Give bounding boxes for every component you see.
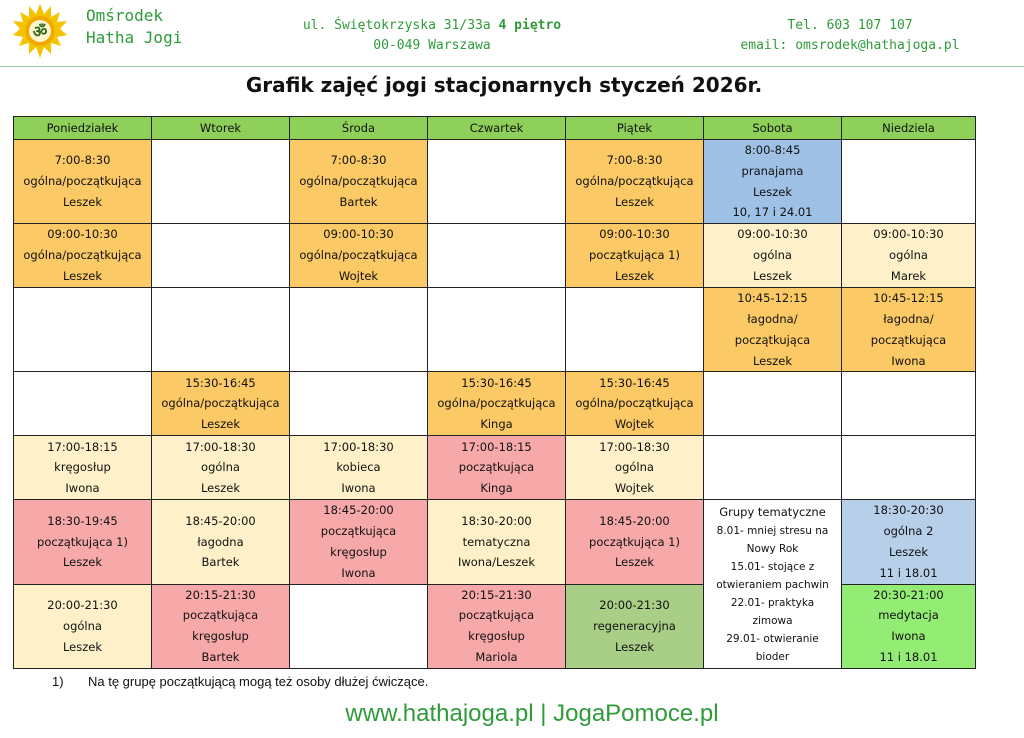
class-cell-line: Kinga (480, 417, 513, 432)
day-header: Sobota (704, 117, 842, 140)
class-cell-line: kręgosłup (330, 544, 387, 559)
class-cell-line: tematyczna (462, 534, 531, 549)
empty-cell (704, 372, 842, 436)
class-cell-line: Leszek (888, 544, 929, 559)
class-cell-line: Leszek (752, 184, 793, 199)
empty-cell (290, 584, 428, 668)
class-cell (566, 224, 704, 288)
class-cell-line: 7:00-8:30 (330, 153, 387, 168)
contact-block (700, 16, 1000, 56)
class-cell-line: 17:00-18:30 (599, 439, 670, 454)
page-title: Grafik zajęć jogi stacjonarnych styczeń 2026r. (245, 73, 763, 97)
class-cell-line: Leszek (62, 269, 103, 284)
class-cell (842, 224, 976, 288)
class-cell-line: 18:30-20:00 (461, 513, 532, 528)
class-cell (14, 224, 152, 288)
class-cell (428, 500, 566, 584)
table-row (14, 500, 976, 584)
class-cell (290, 436, 428, 500)
class-cell-line: ogólna/początkująca (575, 174, 694, 189)
class-cell (428, 372, 566, 436)
footnote-marker: 1) (52, 674, 64, 689)
class-cell (842, 500, 976, 584)
class-cell-line: 09:00-10:30 (47, 227, 118, 242)
day-header: Poniedziałek (14, 117, 152, 140)
class-cell (704, 140, 842, 224)
class-cell-line: 18:45-20:00 (323, 503, 394, 518)
page-header (0, 0, 1024, 67)
day-header: Piątek (566, 117, 704, 140)
themes-line: otwieraniem pachwin (716, 579, 829, 592)
empty-cell (152, 288, 290, 372)
class-cell-line: Mariola (475, 649, 518, 664)
class-cell-line: ogólna/początkująca (23, 174, 142, 189)
class-cell-line: 09:00-10:30 (599, 227, 670, 242)
class-cell-line: ogólna (615, 460, 654, 475)
empty-cell (14, 372, 152, 436)
class-cell-line: łagodna/ (747, 311, 798, 326)
class-cell-line: 10, 17 i 24.01 (732, 205, 813, 220)
class-cell-line: 15:30-16:45 (599, 375, 670, 390)
class-cell-line: Iwona (891, 629, 926, 644)
class-cell-line: początkująca (734, 332, 811, 347)
class-cell-line: Leszek (200, 481, 241, 496)
class-cell-line: początkująca (182, 608, 259, 623)
class-cell-line: ogólna (201, 460, 240, 475)
class-cell-line: ogólna/początkująca (161, 396, 280, 411)
empty-cell (152, 140, 290, 224)
class-cell-line: Leszek (200, 417, 241, 432)
class-cell (566, 372, 704, 436)
table-row (14, 288, 976, 372)
class-cell-line: ogólna (63, 618, 102, 633)
class-cell-line: ogólna/początkująca (23, 248, 142, 263)
class-cell-line: kręgosłup (54, 460, 111, 475)
class-cell-line: Leszek (614, 194, 655, 209)
class-cell (566, 584, 704, 668)
empty-cell (842, 372, 976, 436)
website-link[interactable]: www.hathajoga.pl (345, 700, 534, 727)
class-cell-line: 11 i 18.01 (879, 565, 938, 580)
class-cell-line: Leszek (752, 353, 793, 368)
class-cell-line: początkująca (870, 332, 947, 347)
class-cell-line: Wojtek (338, 269, 379, 284)
themes-line: 22.01- praktyka (730, 597, 815, 610)
org-name-line2: Hatha Jogi (86, 28, 183, 47)
empty-cell (566, 288, 704, 372)
themes-line: Nowy Rok (746, 543, 799, 556)
class-cell-line: łagodna/ (883, 311, 934, 326)
footer-links (0, 700, 1024, 728)
class-cell-line: 20:00-21:30 (47, 597, 118, 612)
class-cell-line: 09:00-10:30 (737, 227, 808, 242)
class-cell-line: początkująca 1) (589, 248, 680, 263)
empty-cell (290, 288, 428, 372)
class-cell-line: 7:00-8:30 (606, 153, 663, 168)
jogapomoce-link[interactable]: JogaPomoce.pl (553, 700, 719, 727)
class-cell (152, 372, 290, 436)
class-cell (14, 584, 152, 668)
table-row (14, 224, 976, 288)
class-cell-line: 18:30-19:45 (47, 513, 118, 528)
class-cell-line: 20:00-21:30 (599, 597, 670, 612)
class-cell-line: Leszek (614, 555, 655, 570)
class-cell-line: ogólna 2 (883, 524, 934, 539)
phone-number: Tel. 603 107 107 (787, 18, 913, 33)
empty-cell (842, 436, 976, 500)
themes-cell (704, 500, 842, 668)
class-cell (152, 584, 290, 668)
svg-text:ॐ: ॐ (32, 22, 48, 41)
class-cell-line: ogólna/początkująca (299, 248, 418, 263)
class-cell-line: Bartek (339, 194, 378, 209)
empty-cell (428, 140, 566, 224)
themes-line: 8.01- mniej stresu na (716, 525, 829, 538)
table-row (14, 372, 976, 436)
table-row (14, 436, 976, 500)
class-cell-line: 17:00-18:30 (323, 439, 394, 454)
class-cell-line: Wojtek (614, 481, 655, 496)
empty-cell (428, 288, 566, 372)
class-cell (566, 500, 704, 584)
class-cell-line: 11 i 18.01 (879, 649, 938, 664)
class-cell (152, 500, 290, 584)
class-cell-line: Iwona (341, 565, 376, 580)
class-cell-line: 7:00-8:30 (54, 153, 111, 168)
class-cell-line: Iwona/Leszek (457, 555, 536, 570)
class-cell-line: łagodna (197, 534, 244, 549)
class-cell (842, 584, 976, 668)
themes-line: 29.01- otwieranie (726, 633, 819, 646)
sun-om-logo-icon (13, 4, 67, 58)
class-cell-line: 18:45-20:00 (185, 513, 256, 528)
class-cell-line: początkująca (320, 524, 397, 539)
footnote (52, 674, 428, 689)
class-cell-line: ogólna/początkująca (575, 396, 694, 411)
class-cell-line: 18:45-20:00 (599, 513, 670, 528)
class-cell-line: 10:45-12:15 (737, 291, 808, 306)
class-cell-line: 15:30-16:45 (461, 375, 532, 390)
class-cell-line: Wojtek (614, 417, 655, 432)
class-cell-line: 09:00-10:30 (323, 227, 394, 242)
class-cell-line: 20:30-21:00 (873, 587, 944, 602)
link-separator: | (540, 700, 547, 727)
footnote-text: Na tę grupę początkującą mogą też osoby dłużej ćwiczące. (88, 674, 429, 689)
class-cell-line: 15:30-16:45 (185, 375, 256, 390)
class-cell-line: 20:15-21:30 (461, 587, 532, 602)
class-cell-line: 20:15-21:30 (185, 587, 256, 602)
class-cell (14, 140, 152, 224)
empty-cell (704, 436, 842, 500)
empty-cell (842, 140, 976, 224)
class-cell-line: 17:00-18:15 (47, 439, 118, 454)
day-header: Czwartek (428, 117, 566, 140)
class-cell-line: Leszek (62, 555, 103, 570)
address-street: ul. Świętokrzyska 31/33a (302, 18, 491, 33)
class-cell-line: Iwona (891, 353, 926, 368)
empty-cell (290, 372, 428, 436)
class-cell-line: medytacja (878, 608, 939, 623)
class-cell-line: 10:45-12:15 (873, 291, 944, 306)
address-floor: 4 piętro (498, 18, 562, 33)
class-cell (290, 140, 428, 224)
class-cell-line: Leszek (62, 194, 103, 209)
class-cell (842, 288, 976, 372)
class-cell-line: ogólna (889, 248, 928, 263)
themes-line: 15.01- stojące z (730, 561, 815, 574)
empty-cell (428, 224, 566, 288)
class-cell (704, 224, 842, 288)
class-cell-line: Leszek (752, 269, 793, 284)
themes-line: bioder (755, 651, 790, 664)
class-cell-line: ogólna (753, 248, 792, 263)
class-cell-line: regeneracyjna (593, 618, 676, 633)
class-cell (566, 140, 704, 224)
class-cell-line: Marek (890, 269, 927, 284)
class-cell (566, 436, 704, 500)
class-cell-line: kręgosłup (468, 629, 525, 644)
day-header: Niedziela (842, 117, 976, 140)
class-cell-line: Leszek (614, 269, 655, 284)
class-cell-line: początkująca (458, 460, 535, 475)
class-cell-line: ogólna/początkująca (299, 174, 418, 189)
table-row (14, 140, 976, 224)
class-cell-line: Kinga (480, 481, 513, 496)
class-cell-line: Iwona (65, 481, 100, 496)
themes-heading: Grupy tematyczne (719, 505, 826, 520)
org-name-line1: Omśrodek (86, 6, 164, 25)
class-cell-line: ogólna/początkująca (437, 396, 556, 411)
day-header: Środa (290, 117, 428, 140)
class-cell-line: początkująca (458, 608, 535, 623)
class-cell-line: pranajama (741, 163, 804, 178)
class-cell (14, 436, 152, 500)
empty-cell (14, 288, 152, 372)
class-cell (290, 224, 428, 288)
class-cell-line: 09:00-10:30 (873, 227, 944, 242)
class-cell-line: Leszek (62, 639, 103, 654)
class-cell-line: Iwona (341, 481, 376, 496)
org-name (86, 5, 182, 49)
class-cell (704, 288, 842, 372)
class-cell (428, 584, 566, 668)
themes-line: zimowa (752, 615, 793, 628)
class-cell-line: 8:00-8:45 (744, 143, 801, 157)
class-cell-line: Leszek (614, 639, 655, 654)
address-city: 00-049 Warszawa (373, 38, 491, 53)
schedule-table (13, 116, 976, 669)
day-header-row (14, 117, 976, 140)
address-block (290, 16, 574, 56)
day-header: Wtorek (152, 117, 290, 140)
class-cell-line: początkująca 1) (589, 534, 680, 549)
class-cell-line: 17:00-18:30 (185, 439, 256, 454)
class-cell-line: 18:30-20:30 (873, 503, 944, 518)
class-cell-line: kręgosłup (192, 629, 249, 644)
class-cell-line: kobieca (336, 460, 381, 475)
class-cell (14, 500, 152, 584)
empty-cell (152, 224, 290, 288)
class-cell-line: 17:00-18:15 (461, 439, 532, 454)
class-cell (428, 436, 566, 500)
class-cell (290, 500, 428, 584)
class-cell (152, 436, 290, 500)
class-cell-line: Bartek (201, 649, 240, 664)
class-cell-line: początkująca 1) (37, 534, 128, 549)
email-address[interactable]: email: omsrodek@hathajoga.pl (740, 38, 960, 53)
class-cell-line: Bartek (201, 555, 240, 570)
